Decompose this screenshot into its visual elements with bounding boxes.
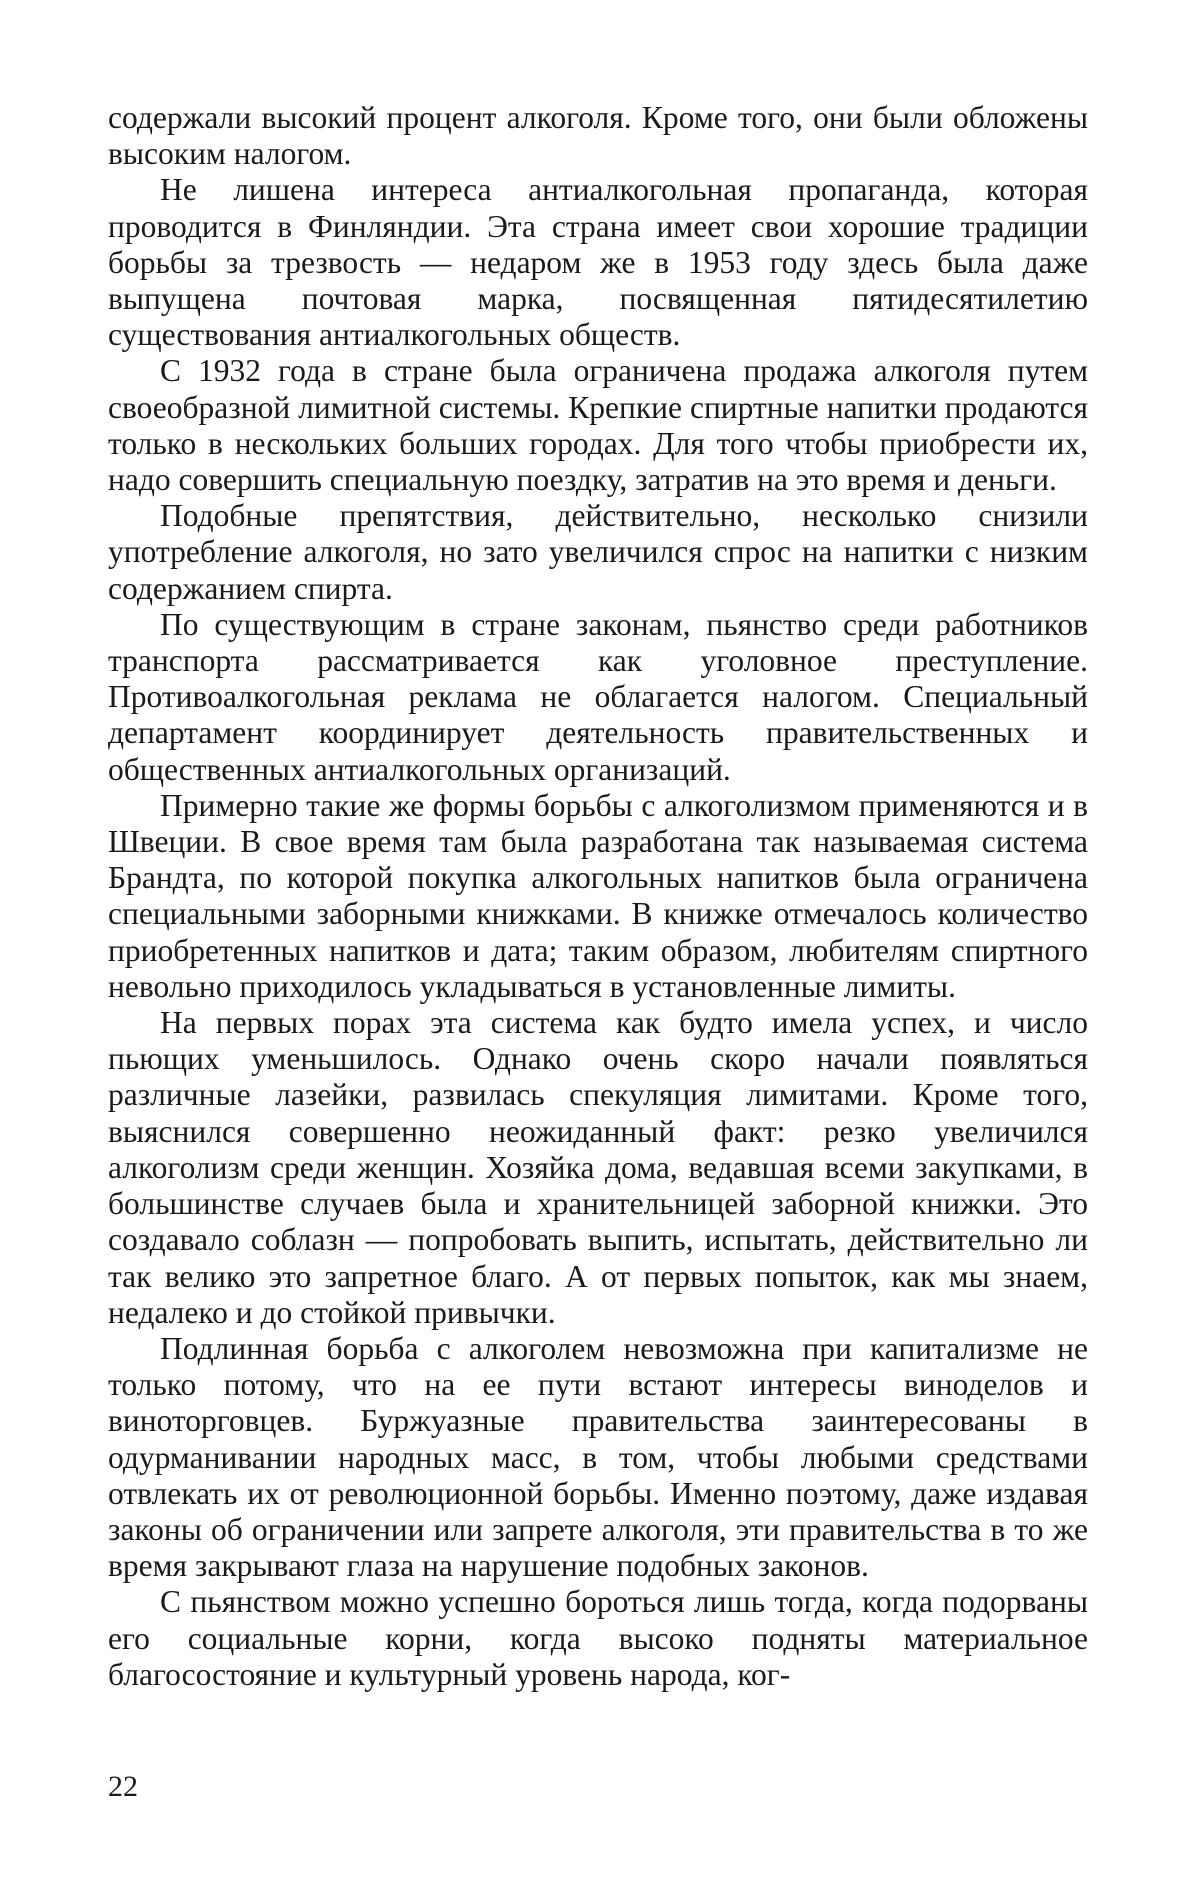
paragraph-6: Примерно такие же формы борьбы с алкоголизмом применяются и в Швеции. В свое время там была разработана так называемая система Брандта, по которой покупка алкогольных напитков была ограничена специальными заборными книжками. В книжке отмечалось количество приобретенных напитков и дата; таким образом, любителям спиртного невольно приходилось укладываться в установленные лимиты.: [108, 788, 1088, 1005]
paragraph-5: По существующим в стране законам, пьянство среди работников транспорта рассматривается как уголовное преступление. Противоалкогольная реклама не облагается налогом. Специальный департамент координирует деятельность правительственных и общественных антиалкогольных организаций.: [108, 607, 1088, 788]
paragraph-2: Не лишена интереса антиалкогольная пропаганда, которая проводится в Финляндии. Эта страна имеет свои хорошие традиции борьбы за трезвость — недаром же в 1953 году здесь была даже выпущена почтовая марка, посвященная пятидесятилетию существования антиалкогольных обществ.: [108, 172, 1088, 353]
paragraph-4: Подобные препятствия, действительно, несколько снизили употребление алкоголя, но зато увеличился спрос на напитки с низким содержанием спирта.: [108, 498, 1088, 607]
paragraph-3: С 1932 года в стране была ограничена продажа алкоголя путем своеобразной лимитной системы. Крепкие спиртные напитки продаются только в нескольких больших городах. Для того чтобы приобрести их, надо совершить специальную поездку, затратив на это время и деньги.: [108, 353, 1088, 498]
paragraph-9: С пьянством можно успешно бороться лишь тогда, когда подорваны его социальные корни, когда высоко подняты материальное благосостояние и культурный уровень народа, ког-: [108, 1584, 1088, 1693]
page-number: 22: [108, 1770, 138, 1804]
paragraph-7: На первых порах эта система как будто имела успех, и число пьющих уменьшилось. Однако очень скоро начали появляться различные лазейки, развилась спекуляция лимитами. Кроме того, выяснился совершенно неожиданный факт: резко увеличился алкоголизм среди женщин. Хозяйка дома, ведавшая всеми закупками, в большинстве случаев была и хранительницей заборной книжки. Это создавало соблазн — попробовать выпить, испытать, действительно ли так велико это запретное благо. А от первых попыток, как мы знаем, недалеко и до стойкой привычки.: [108, 1005, 1088, 1331]
paragraph-8: Подлинная борьба с алкоголем невозможна при капитализме не только потому, что на ее пути встают интересы виноделов и виноторговцев. Буржуазные правительства заинтересованы в одурманивании народных масс, в том, чтобы любыми средствами отвлекать их от революционной борьбы. Именно поэтому, даже издавая законы об ограничении или запрете алкоголя, эти правительства в то же время закрывают глаза на нарушение подобных законов.: [108, 1331, 1088, 1584]
paragraph-1: содержали высокий процент алкоголя. Кроме того, они были обложены высоким налогом.: [108, 100, 1088, 172]
page-body: [108, 100, 1088, 1800]
